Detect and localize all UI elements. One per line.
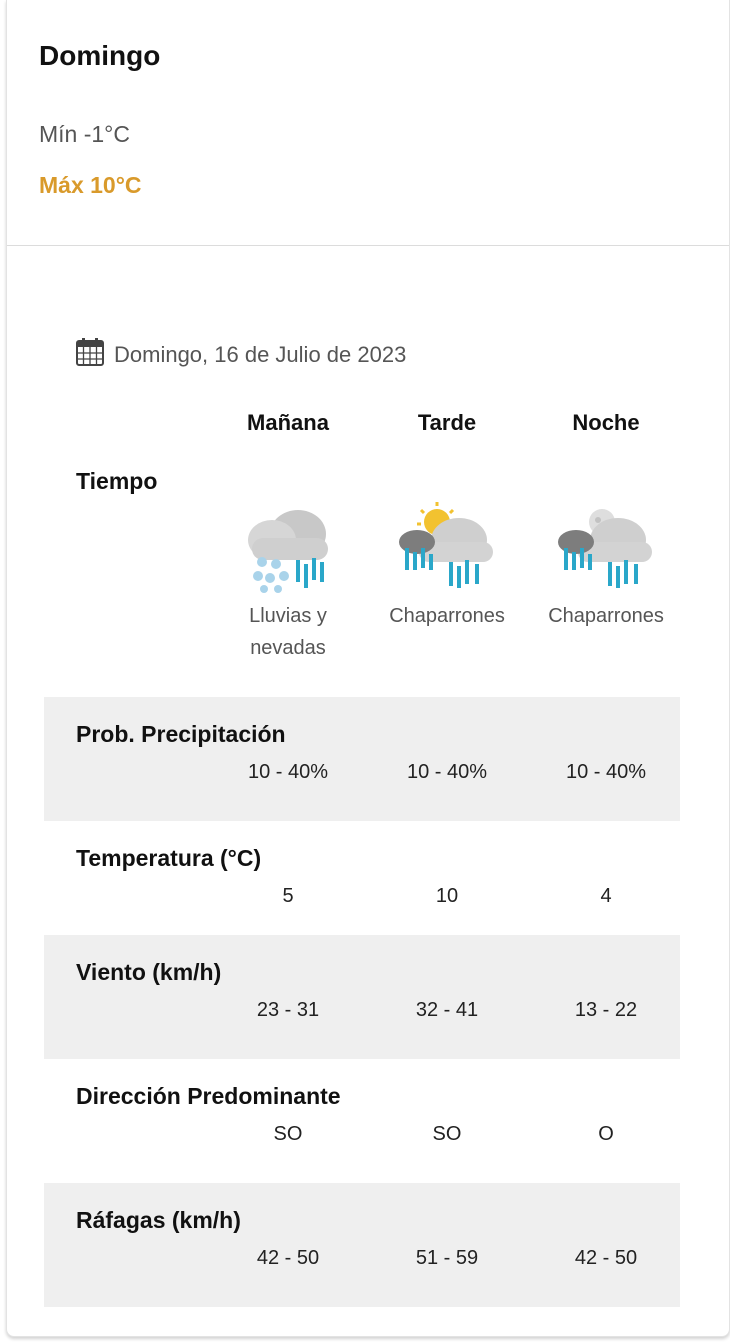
rain-snow-cloud-icon	[208, 502, 368, 594]
weather-tarde	[367, 502, 527, 632]
row-value-tarde: SO	[432, 1123, 462, 1145]
row-value-manana: 23 - 31	[256, 999, 320, 1021]
row-label: Prob. Precipitación	[76, 721, 286, 747]
sun-cloud-showers-icon	[367, 502, 527, 594]
weather-desc-line: nevadas	[250, 637, 326, 659]
row-value-manana: 42 - 50	[256, 1247, 320, 1269]
row-label: Ráfagas (km/h)	[76, 1207, 241, 1233]
day-title: Domingo	[39, 40, 161, 71]
date-text: Domingo, 16 de Julio de 2023	[114, 342, 407, 367]
day-summary[interactable]	[7, 0, 729, 246]
period-header-manana: Mañana	[247, 410, 329, 435]
weather-desc-manana	[208, 600, 368, 664]
row-value-tarde: 51 - 59	[415, 1247, 479, 1269]
weather-desc-tarde	[367, 600, 527, 632]
min-temperature: Mín -1°C	[39, 121, 130, 147]
weather-manana	[208, 502, 368, 664]
weather-desc-line: Lluvias y	[249, 605, 327, 627]
row-direccion	[44, 1059, 680, 1183]
row-value-noche: O	[598, 1123, 614, 1145]
period-header-noche: Noche	[572, 410, 640, 435]
row-viento	[44, 935, 680, 1059]
row-label: Dirección Predominante	[76, 1083, 341, 1109]
row-value-manana: 5	[282, 885, 294, 907]
weather-desc-line: Chaparrones	[548, 605, 664, 627]
row-value-noche: 10 - 40%	[565, 761, 647, 783]
period-header-tarde: Tarde	[417, 410, 477, 435]
row-rafagas	[44, 1183, 680, 1307]
row-label: Temperatura (°C)	[76, 845, 262, 871]
calendar-icon	[74, 336, 106, 374]
row-value-tarde: 32 - 41	[415, 999, 479, 1021]
row-label: Viento (km/h)	[76, 959, 222, 985]
row-value-tarde: 10	[435, 885, 459, 907]
row-temperatura	[44, 821, 680, 945]
row-value-noche: 42 - 50	[574, 1247, 638, 1269]
weather-desc-line: Chaparrones	[389, 605, 505, 627]
weather-noche	[526, 502, 686, 632]
row-value-manana: SO	[273, 1123, 303, 1145]
tiempo-label: Tiempo	[76, 468, 158, 494]
max-temperature: Máx 10°C	[39, 172, 142, 198]
moon-cloud-showers-icon	[526, 502, 686, 594]
weather-desc-noche	[526, 600, 686, 632]
row-value-noche: 13 - 22	[574, 999, 638, 1021]
row-value-noche: 4	[600, 885, 612, 907]
row-value-tarde: 10 - 40%	[406, 761, 488, 783]
row-value-manana: 10 - 40%	[247, 761, 329, 783]
forecast-date	[74, 336, 406, 374]
row-prob-precipitacion	[44, 697, 680, 821]
